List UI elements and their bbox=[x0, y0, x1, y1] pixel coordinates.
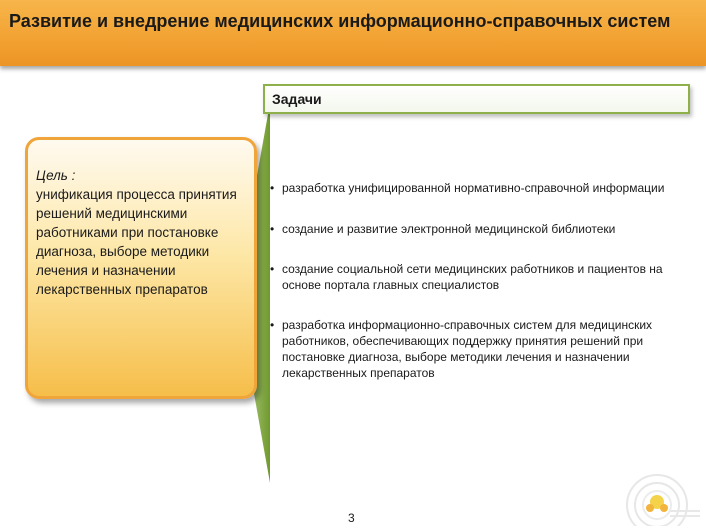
organization-logo bbox=[612, 460, 702, 526]
task-text: создание социальной сети медицинских работников и пациентов на основе портала главных специалистов bbox=[282, 262, 663, 292]
goal-body: унификация процесса принятия решений медицинскими работниками при постановке диагноза, выборе методики лечения и назначении лекарственных препаратов bbox=[36, 187, 237, 297]
goal-box bbox=[25, 137, 257, 399]
page-number: 3 bbox=[348, 511, 355, 525]
task-text: разработка информационно-справочных систем для медицинских работников, обеспечивающих поддержку принятия решений при постановке диагноза, выборе методики лечения и назначении лекарственных препаратов bbox=[282, 318, 653, 380]
task-text: разработка унифицированной нормативно-справочной информации bbox=[282, 181, 665, 195]
bullet-icon: • bbox=[270, 318, 275, 332]
tasks-title: Задачи bbox=[272, 91, 322, 107]
task-item bbox=[270, 180, 682, 196]
slide-title: Развитие и внедрение медицинских информационно-справочных систем bbox=[9, 11, 671, 31]
bullet-icon: • bbox=[270, 181, 275, 195]
task-item bbox=[270, 221, 702, 237]
slide-header bbox=[0, 0, 706, 66]
tasks-header bbox=[263, 84, 690, 114]
task-text: создание и развитие электронной медицинской библиотеки bbox=[282, 222, 616, 236]
task-item bbox=[270, 261, 682, 293]
goal-text bbox=[36, 166, 254, 299]
task-item bbox=[270, 317, 702, 381]
bullet-icon: • bbox=[270, 222, 275, 236]
tasks-list bbox=[270, 180, 700, 381]
goal-label: Цель : bbox=[36, 168, 76, 183]
bullet-icon: • bbox=[270, 262, 275, 276]
